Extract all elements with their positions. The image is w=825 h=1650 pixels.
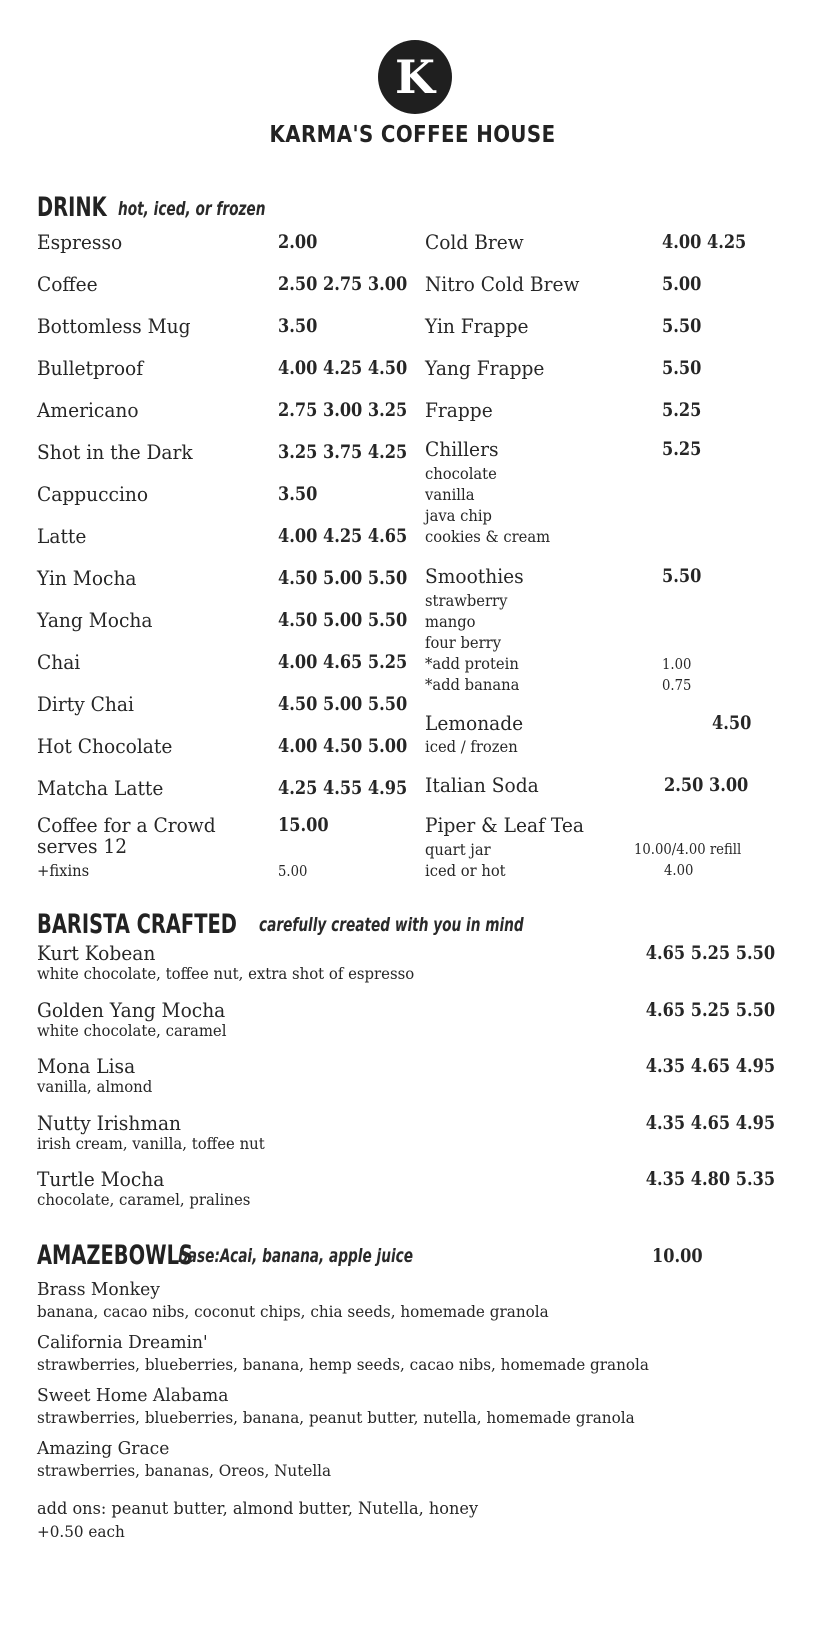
drink-item-name: Chai (37, 650, 81, 674)
drink-tagline: hot, iced, or frozen (118, 198, 266, 220)
flavor-label: cookies & cream (425, 527, 551, 546)
barista-item-name: Nutty Irishman (37, 1110, 182, 1135)
drink-item-price: 5.50 (662, 357, 702, 379)
lemonade-note: iced / frozen (425, 737, 518, 756)
bowl-item-name: Brass Monkey (37, 1279, 160, 1300)
crowd-price: 15.00 (278, 814, 329, 836)
addon-label: *add banana (425, 675, 520, 694)
drink-item-name: Bottomless Mug (37, 314, 191, 338)
chillers-price: 5.25 (662, 438, 702, 460)
flavor-label: chocolate (425, 464, 497, 483)
drink-item-price: 4.50 5.00 5.50 (278, 609, 408, 631)
drink-item-price: 4.00 4.65 5.25 (278, 651, 408, 673)
flavor-label: strawberry (425, 591, 508, 610)
bowl-item-name: Sweet Home Alabama (37, 1385, 229, 1406)
crowd-fixins-price: 5.00 (278, 862, 308, 880)
crowd-serves: serves 12 (37, 834, 128, 858)
addon-price: 0.75 (662, 676, 692, 694)
barista-item-price: 4.35 4.80 5.35 (645, 1168, 775, 1190)
bowls-tagline: base:Acai, banana, apple juice (178, 1245, 414, 1267)
flavor-label: java chip (425, 506, 492, 525)
drink-item-price: 4.50 5.00 5.50 (278, 567, 408, 589)
drink-item-name: Matcha Latte (37, 776, 164, 800)
tea-line2-price: 4.00 (664, 861, 694, 879)
chillers-name: Chillers (425, 437, 499, 461)
bowls-heading: AMAZEBOWLS (37, 1240, 193, 1271)
barista-item-name: Turtle Mocha (37, 1167, 165, 1191)
logo-icon: K (378, 40, 452, 114)
drink-item-name: Cold Brew (425, 230, 524, 254)
drink-item-name: Americano (37, 398, 139, 422)
bowl-item-desc: strawberries, blueberries, banana, hemp seeds, cacao nibs, homemade granola (37, 1355, 649, 1374)
lemonade-name: Lemonade (425, 711, 524, 735)
drink-item-name: Latte (37, 524, 87, 548)
drink-item-price: 5.50 (662, 315, 702, 337)
drink-item-price: 2.00 (278, 231, 318, 253)
drink-item-price: 2.75 3.00 3.25 (278, 399, 408, 421)
drink-item-name: Yang Frappe (425, 356, 545, 380)
drink-item-price: 2.50 2.75 3.00 (278, 273, 408, 295)
drink-item-name: Shot in the Dark (37, 440, 193, 464)
drink-item-name: Bulletproof (37, 356, 144, 380)
italian-soda-price: 2.50 3.00 (664, 774, 749, 796)
barista-item-desc: irish cream, vanilla, toffee nut (37, 1133, 265, 1153)
drink-item-price: 3.50 (278, 483, 318, 505)
drink-item-name: Dirty Chai (37, 692, 134, 716)
drink-item-price: 3.25 3.75 4.25 (278, 441, 408, 463)
drink-item-name: Yang Mocha (37, 608, 153, 632)
barista-item-desc: white chocolate, toffee nut, extra shot of espresso (37, 964, 415, 983)
smoothies-name: Smoothies (425, 564, 524, 588)
barista-item-desc: white chocolate, caramel (37, 1020, 227, 1040)
drink-item-name: Yin Frappe (425, 314, 529, 338)
drink-item-name: Cappuccino (37, 482, 149, 506)
drink-item-price: 4.00 4.25 (662, 231, 747, 253)
bowl-item-desc: banana, cacao nibs, coconut chips, chia seeds, homemade granola (37, 1302, 549, 1321)
barista-tagline: carefully created with you in mind (259, 914, 524, 936)
barista-item-name: Kurt Kobean (37, 941, 156, 965)
drink-item-price: 4.00 4.25 4.50 (278, 357, 408, 379)
smoothies-price: 5.50 (662, 565, 702, 587)
drink-item-name: Yin Mocha (37, 566, 137, 590)
barista-item-price: 4.65 5.25 5.50 (645, 998, 775, 1021)
barista-item-price: 4.35 4.65 4.95 (645, 1055, 775, 1077)
flavor-label: four berry (425, 633, 502, 652)
flavor-label: mango (425, 612, 476, 631)
crowd-name: Coffee for a Crowd (37, 813, 216, 837)
drink-item-price: 3.50 (278, 315, 318, 337)
brand-name: KARMA'S COFFEE HOUSE (269, 122, 556, 148)
italian-soda-name: Italian Soda (425, 773, 539, 797)
drink-item-price: 4.50 5.00 5.50 (278, 693, 408, 715)
tea-line1-price: 10.00/4.00 refill (634, 840, 742, 858)
barista-item-desc: vanilla, almond (37, 1077, 153, 1096)
drink-item-name: Hot Chocolate (37, 734, 173, 758)
drink-item-price: 5.00 (662, 273, 702, 295)
barista-item-price: 4.35 4.65 4.95 (645, 1111, 775, 1134)
tea-line1: quart jar (425, 840, 491, 859)
drink-item-name: Frappe (425, 398, 493, 422)
bowls-addons-price: +0.50 each (37, 1522, 125, 1541)
lemonade-price: 4.50 (712, 712, 752, 734)
bowls-price: 10.00 (652, 1245, 703, 1267)
crowd-fixins: +fixins (37, 861, 90, 880)
bowl-item-desc: strawberries, blueberries, banana, peanut butter, nutella, homemade granola (37, 1408, 635, 1427)
drink-item-name: Nitro Cold Brew (425, 272, 580, 296)
tea-name: Piper & Leaf Tea (425, 813, 584, 837)
addon-label: *add protein (425, 654, 519, 673)
bowl-item-desc: strawberries, bananas, Oreos, Nutella (37, 1461, 332, 1480)
barista-item-name: Mona Lisa (37, 1054, 136, 1078)
bowls-addons: add ons: peanut butter, almond butter, Nutella, honey (37, 1499, 479, 1519)
drink-heading: DRINK (37, 192, 107, 223)
drink-item-name: Coffee (37, 272, 98, 296)
drink-item-price: 4.00 4.25 4.65 (278, 525, 408, 547)
barista-item-name: Golden Yang Mocha (37, 997, 226, 1022)
addon-price: 1.00 (662, 655, 692, 673)
barista-item-price: 4.65 5.25 5.50 (645, 942, 775, 964)
drink-item-price: 4.00 4.50 5.00 (278, 735, 408, 757)
bowl-item-name: Amazing Grace (37, 1438, 170, 1459)
flavor-label: vanilla (425, 485, 475, 504)
drink-item-price: 5.25 (662, 399, 702, 421)
barista-heading: BARISTA CRAFTED (37, 909, 237, 940)
tea-line2: iced or hot (425, 861, 506, 880)
bowl-item-name: California Dreamin' (37, 1332, 208, 1353)
barista-item-desc: chocolate, caramel, pralines (37, 1190, 251, 1209)
drink-item-price: 4.25 4.55 4.95 (278, 777, 408, 799)
drink-item-name: Espresso (37, 230, 123, 254)
